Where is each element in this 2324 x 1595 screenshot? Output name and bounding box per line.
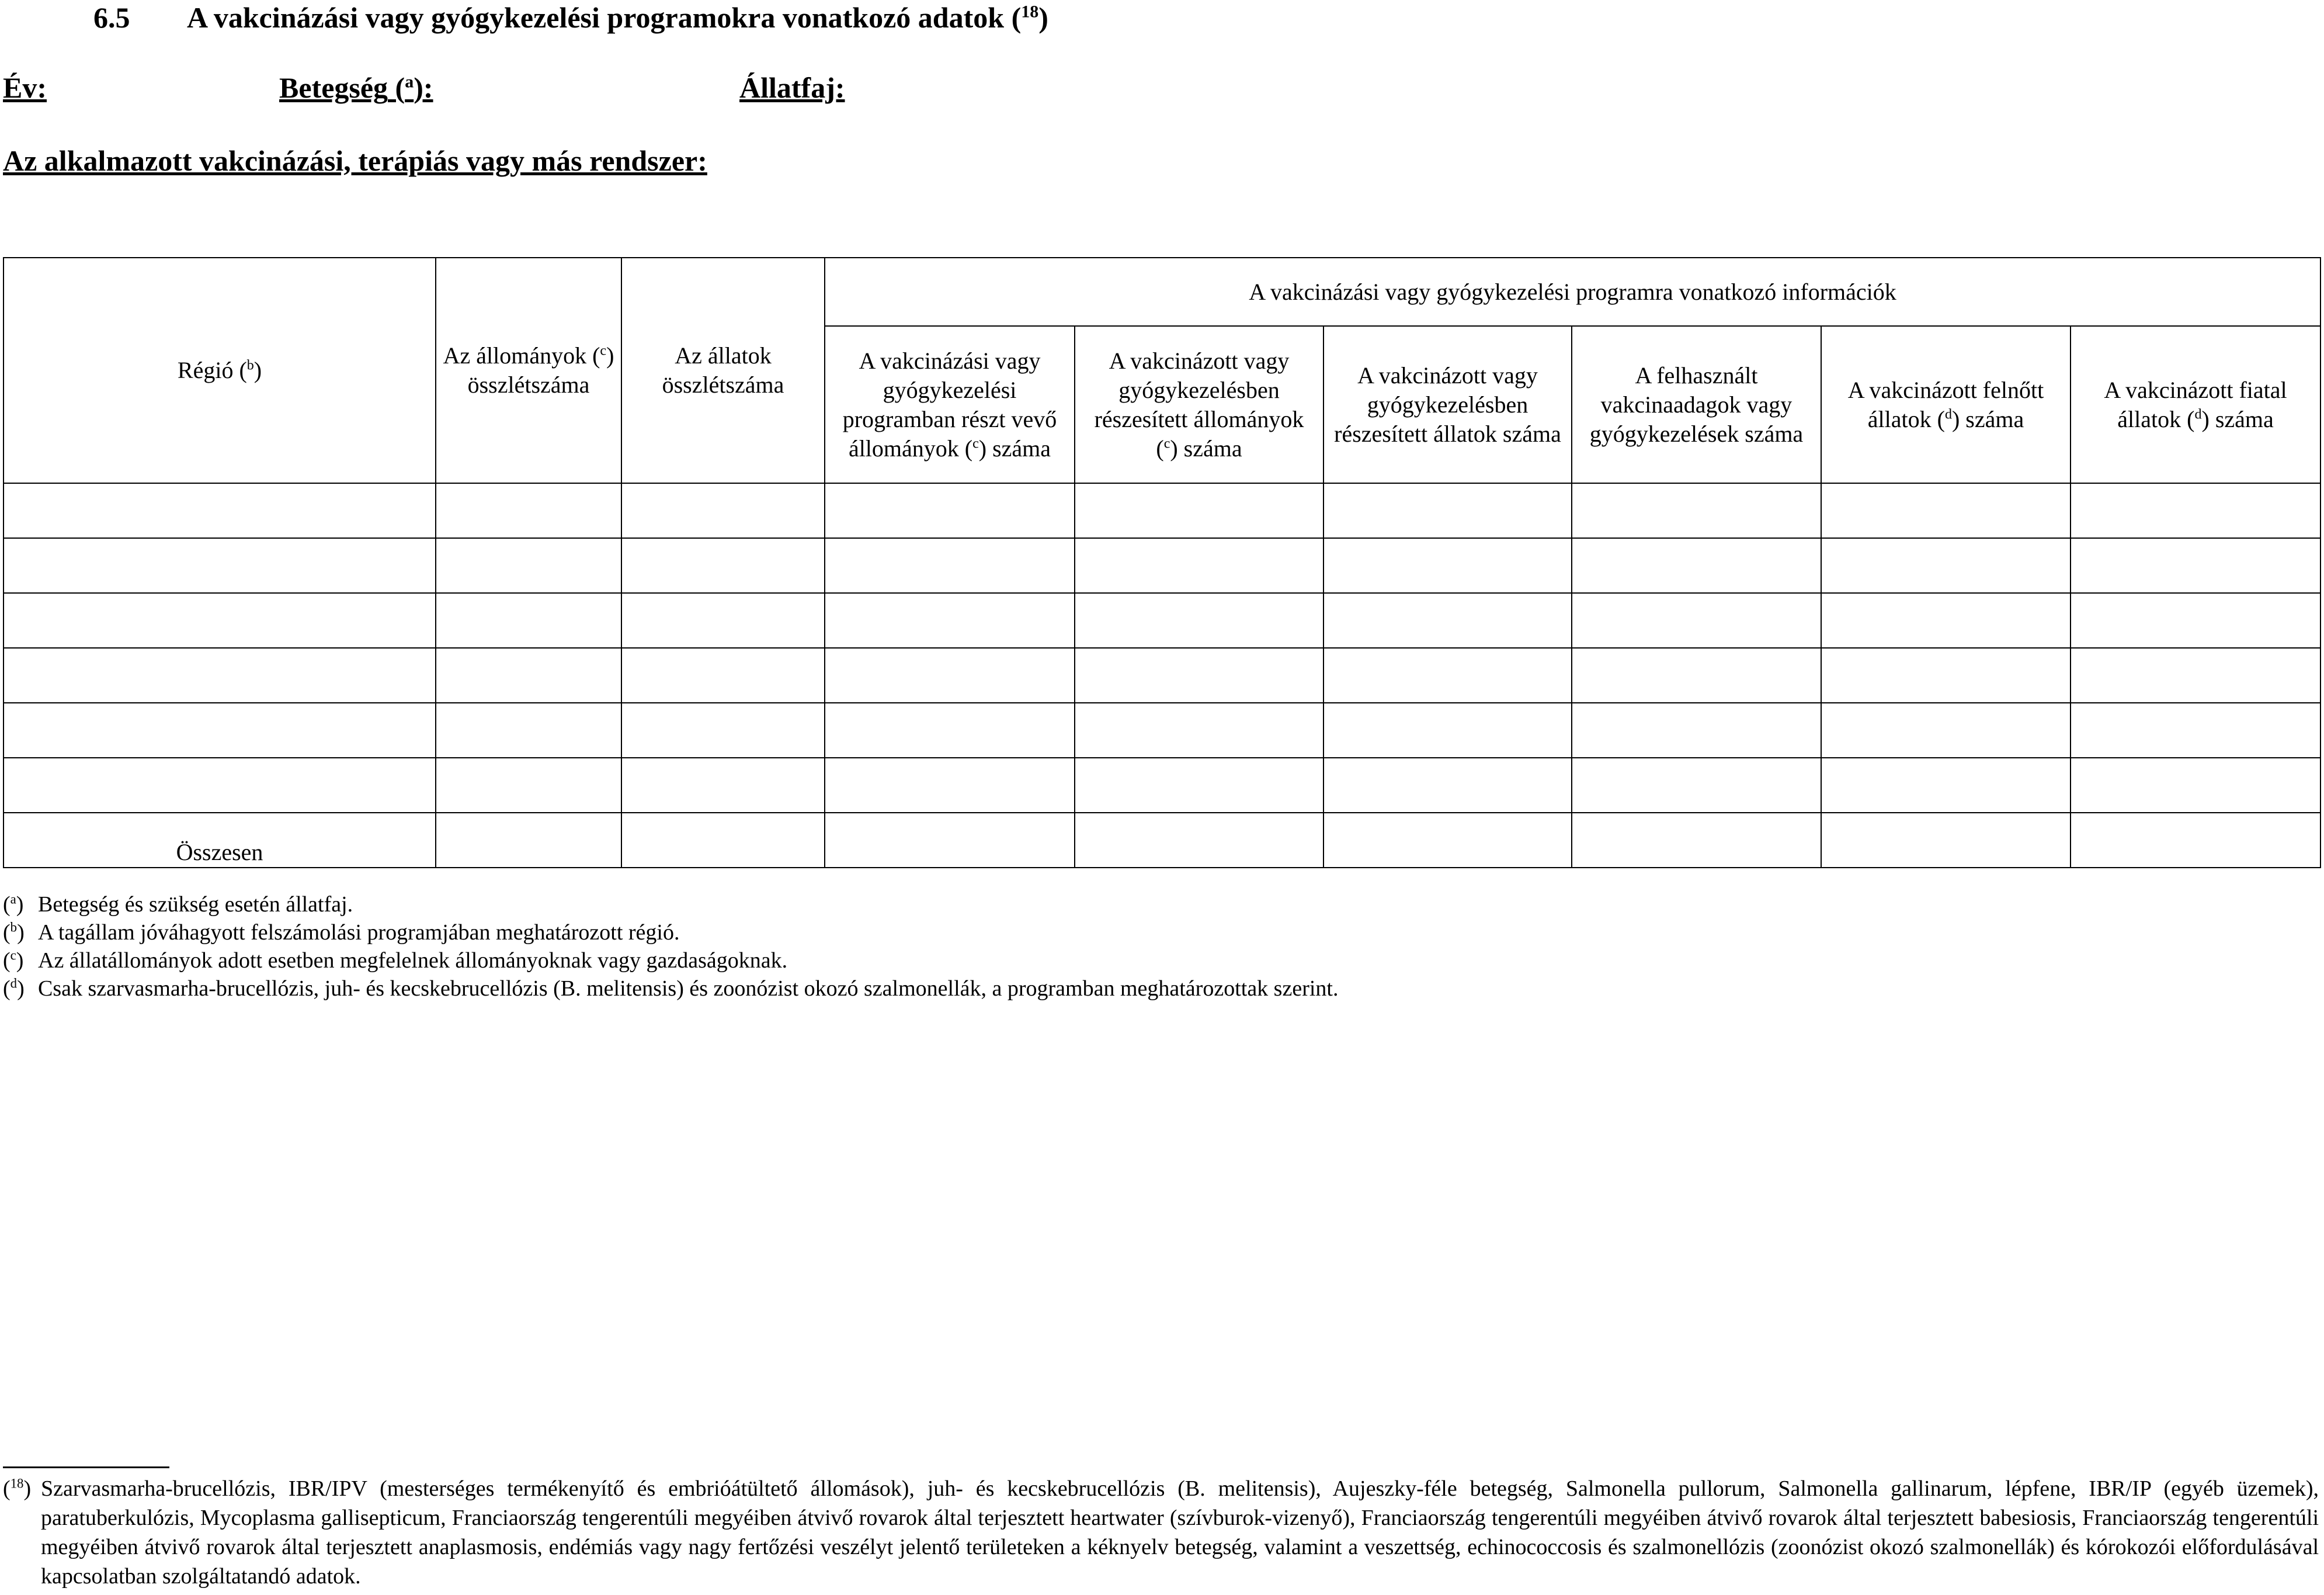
header-herds-vaccinated: A vakcinázott vagy gyógykezelésben részesített állományok ($^c$) száma (1075, 326, 1323, 483)
table-cell[interactable] (2071, 813, 2320, 868)
header-total-herds: Az állományok ($^c$) összlétszáma (436, 258, 621, 483)
header-adults-ref: d (1944, 407, 1952, 422)
header-herds-in-program-text: A vakcinázási vagy gyógykezelési programban részt vevő állományok (842, 347, 1057, 462)
header-total-herds-text2: összlétszáma (467, 372, 590, 398)
footnote-text: Szarvasmarha-brucellózis, IBR/IPV (mesterséges termékenyítő és embrióátültető állomások), juh- és kecskebrucellózis (B. melitensis), Aujeszky-féle betegség, Salmonella pullorum, Salmonella gallinarum, lépfene, IBR/IP (egyéb üzemek), paratuberkulózis, Mycoplasma gallisepticum, Franciaország tengerentúli megyéiben átvivő rovarok által terjesztett heartwater (szívburok-vizenyő), Franciaország tengerentúli megyéiben átvivő rovarok által terjesztett babesiosis, Franciaország tengerentúli megyéiben átvivő rovarok által terjesztett anaplasmosis, endémiás vagy nagy fertőzési veszélyt jelentő területeken a kéknyelv betegség, valamint a veszettség, echinococcosis és szalmonellózis (zoonózist okozó szalmonellák) és kórokozói előfordulásával kapcsolatban szolgáltatandó adatok. (41, 1476, 2319, 1589)
header-herds-in-program: A vakcinázási vagy gyógykezelési programban részt vevő állományok ($^c$) száma (825, 326, 1075, 483)
table-cell[interactable] (1075, 813, 1323, 868)
table-cell[interactable] (1075, 703, 1323, 758)
footnote-mark: ($^{18}$) (3, 1476, 32, 1501)
disease-label-text: Betegség (279, 71, 388, 104)
header-adults: A vakcinázott felnőtt állatok ($^d$) száma (1821, 326, 2071, 483)
table-cell[interactable] (2071, 593, 2320, 648)
table-cell[interactable] (825, 593, 1075, 648)
table-cell[interactable] (1323, 483, 1572, 538)
header-young-ref: d (2194, 407, 2202, 422)
table-cell[interactable] (1572, 593, 1821, 648)
table-cell[interactable] (1821, 538, 2071, 593)
table-cell[interactable] (825, 538, 1075, 593)
header-animals-vaccinated: A vakcinázott vagy gyógykezelésben részesített állatok száma (1323, 326, 1572, 483)
total-label: Összesen (4, 813, 436, 868)
table-cell[interactable] (1821, 593, 2071, 648)
note-b-mark: b (10, 920, 18, 935)
table-cell[interactable] (1821, 813, 2071, 868)
table-cell[interactable] (825, 758, 1075, 813)
header-region: Régió ($^b$) (4, 258, 436, 483)
header-doses-used: A felhasznált vakcinaadagok vagy gyógykezelések száma (1572, 326, 1821, 483)
table-row (4, 483, 2320, 538)
table-total-row (4, 813, 2320, 868)
header-young-text: A vakcinázott fiatal állatok (2104, 376, 2287, 432)
header-young-text2: száma (2215, 405, 2274, 432)
note-d: ($^d$) Csak szarvasmarha-brucellózis, juh- és kecskebrucellózis (B. melitensis) és zoonózist okozó szalmonellák, a programban meghatározottak szerint. (3, 975, 1338, 1003)
table-cell[interactable] (825, 648, 1075, 703)
note-d-mark: d (10, 976, 18, 991)
table-cell[interactable] (825, 813, 1075, 868)
header-herds-in-program-ref: c (972, 436, 979, 452)
table-cell[interactable] (2071, 703, 2320, 758)
note-c-text: Az állatállományok adott esetben megfelelnek állományoknak vagy gazdaságoknak. (38, 948, 788, 973)
table-cell[interactable] (4, 758, 436, 813)
table-cell[interactable] (825, 703, 1075, 758)
system-label: Az alkalmazott vakcinázási, terápiás vagy más rendszer: (3, 144, 707, 177)
header-total-herds-ref: c (600, 343, 607, 359)
table-cell[interactable] (621, 648, 825, 703)
table-cell[interactable] (1572, 538, 1821, 593)
note-c-mark: c (10, 948, 16, 963)
header-region-text: Régió (177, 357, 234, 383)
section-title-ref: 18 (1021, 2, 1039, 22)
disease-label: Betegség ($^a$): (279, 71, 433, 104)
header-total-herds-text: Az állományok (443, 342, 587, 369)
table-cell[interactable] (621, 538, 825, 593)
footnote-18 (3, 1474, 2319, 1591)
header-herds-vaccinated-ref: c (1163, 436, 1170, 452)
header-herds-vaccinated-text: A vakcinázott vagy gyógykezelésben részesített állományok (1094, 347, 1304, 432)
table-cell[interactable] (1323, 593, 1572, 648)
table-cell[interactable] (621, 813, 825, 868)
note-d-text: Csak szarvasmarha-brucellózis, juh- és kecskebrucellózis (B. melitensis) és zoonózist okozó szalmonellák, a programban meghatározottak szerint. (38, 976, 1339, 1001)
table-cell[interactable] (436, 593, 621, 648)
table-cell[interactable] (1572, 483, 1821, 538)
note-c: ($^c$) Az állatállományok adott esetben megfelelnek állományoknak vagy gazdaságoknak. (3, 946, 1338, 975)
note-a-text: Betegség és szükség esetén állatfaj. (38, 892, 353, 917)
table-cell[interactable] (2071, 648, 2320, 703)
note-b-text: A tagállam jóváhagyott felszámolási programjában meghatározott régió. (38, 920, 680, 945)
table-cell[interactable] (621, 758, 825, 813)
table-cell[interactable] (1821, 703, 2071, 758)
table-cell[interactable] (1821, 483, 2071, 538)
disease-ref: a (405, 72, 414, 92)
note-b: ($^b$) A tagállam jóváhagyott felszámolási programjában meghatározott régió. (3, 918, 1338, 946)
table-cell[interactable] (1323, 813, 1572, 868)
table-cell[interactable] (1323, 648, 1572, 703)
table-cell[interactable] (1821, 648, 2071, 703)
table-cell[interactable] (4, 483, 436, 538)
table-row (4, 758, 2320, 813)
header-group-info: A vakcinázási vagy gyógykezelési programra vonatkozó információk (825, 258, 2320, 326)
table-cell[interactable] (1075, 483, 1323, 538)
table-row (4, 538, 2320, 593)
header-total-animals: Az állatok összlétszáma (621, 258, 825, 483)
table-cell[interactable] (1075, 648, 1323, 703)
table-cell[interactable] (436, 703, 621, 758)
table-cell[interactable] (621, 703, 825, 758)
table-cell[interactable] (436, 648, 621, 703)
table-cell[interactable] (4, 593, 436, 648)
disease-colon: ): (414, 71, 433, 104)
table-cell[interactable] (825, 483, 1075, 538)
year-label: Év: (3, 71, 47, 104)
header-herds-in-program-text2: száma (992, 435, 1051, 462)
table-cell[interactable] (4, 703, 436, 758)
table-row (4, 593, 2320, 648)
table-cell[interactable] (1572, 758, 1821, 813)
table-cell[interactable] (1572, 813, 1821, 868)
table-cell[interactable] (1323, 758, 1572, 813)
table-cell[interactable] (436, 758, 621, 813)
table-cell[interactable] (2071, 538, 2320, 593)
header-young: A vakcinázott fiatal állatok ($^d$) száma (2071, 326, 2320, 483)
table-cell[interactable] (436, 538, 621, 593)
table-cell[interactable] (1323, 703, 1572, 758)
note-a-mark: a (10, 892, 16, 907)
table-cell[interactable] (1323, 538, 1572, 593)
table-cell[interactable] (436, 483, 621, 538)
table-cell[interactable] (621, 593, 825, 648)
table-cell[interactable] (1075, 593, 1323, 648)
vaccination-table (3, 257, 2321, 868)
section-title-text: A vakcinázási vagy gyógykezelési programokra vonatkozó adatok (187, 1, 1005, 34)
table-cell[interactable] (1821, 758, 2071, 813)
table-cell[interactable] (621, 483, 825, 538)
table-cell[interactable] (436, 813, 621, 868)
table-cell[interactable] (4, 538, 436, 593)
table-cell[interactable] (1572, 703, 1821, 758)
table-cell[interactable] (1075, 538, 1323, 593)
header-adults-text: A vakcinázott felnőtt állatok (1847, 376, 2044, 432)
header-region-ref: b (246, 358, 254, 373)
table-row (4, 703, 2320, 758)
table-notes (3, 890, 1338, 1003)
table-row (4, 648, 2320, 703)
section-title: A vakcinázási vagy gyógykezelési programokra vonatkozó adatok ($^{18}$) (187, 1, 1048, 34)
section-number: 6.5 (93, 1, 130, 34)
table-cell[interactable] (1075, 758, 1323, 813)
header-adults-text2: száma (1965, 405, 2024, 432)
header-herds-vaccinated-text2: száma (1183, 435, 1242, 462)
species-label: Állatfaj: (739, 71, 845, 104)
note-a: ($^a$) Betegség és szükség esetén állatfaj. (3, 890, 1338, 918)
table-cell[interactable] (2071, 758, 2320, 813)
footnote-mark-num: 18 (10, 1476, 24, 1491)
footnote-separator (3, 1466, 169, 1468)
table-cell[interactable] (2071, 483, 2320, 538)
table-cell[interactable] (1572, 648, 1821, 703)
table-cell[interactable] (4, 648, 436, 703)
